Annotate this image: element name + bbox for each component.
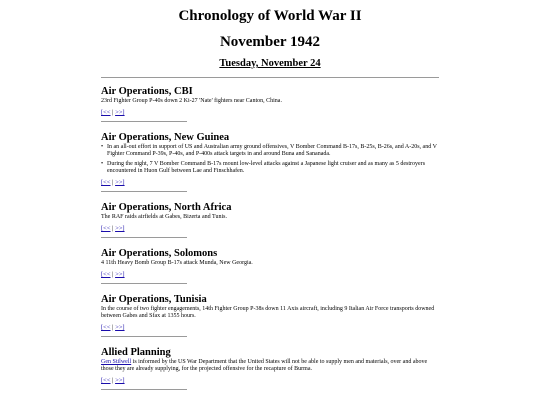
section-nav	[101, 225, 439, 233]
section-heading: Allied Planning	[101, 347, 171, 358]
nav-separator: |	[112, 377, 114, 384]
section-body: 4 11th Heavy Bomb Group B-17s attack Munda, New Georgia.	[101, 260, 253, 266]
section-heading: Air Operations, Tunisia	[101, 294, 207, 305]
nav-separator: |	[112, 109, 114, 116]
section-divider	[101, 237, 187, 238]
section-divider	[101, 191, 187, 192]
section-nav	[101, 324, 439, 332]
stilwell-link[interactable]: Gen Stilwell	[101, 359, 132, 365]
section-divider	[101, 336, 187, 337]
nav-separator: |	[112, 271, 114, 278]
prev-link[interactable]: [<<	[101, 324, 111, 331]
nav-separator: |	[112, 179, 114, 186]
top-divider	[101, 77, 439, 78]
section-heading: Air Operations, North Africa	[101, 202, 232, 213]
prev-link[interactable]: [<<	[101, 271, 111, 278]
prev-link[interactable]: [<<	[101, 109, 111, 116]
section-heading: Air Operations, New Guinea	[101, 132, 230, 143]
section-air-ops-cbi	[101, 86, 439, 122]
section-body: 23rd Fighter Group P-40s down 2 Ki-27 'Nate' fighters near Canton, China.	[101, 98, 282, 104]
next-link[interactable]: >>]	[115, 324, 125, 331]
section-body: In the course of two fighter engagements, 14th Fighter Group P-38s down 11 Axis aircraft, including 9 Italian Air Force transports downed between Gabes and Sfax at 1355 hours.	[101, 306, 435, 319]
prev-link[interactable]: [<<	[101, 377, 111, 384]
next-link[interactable]: >>]	[115, 109, 125, 116]
section-divider	[101, 283, 187, 284]
prev-link[interactable]: [<<	[101, 179, 111, 186]
list-item: • In an all-out effort in support of US and Australian army ground offensives, V Bomber Command B-17s, B-25s, B-26s, and A-20s, and V Fighter Command P-39s, P-40s, and P-400s attack targets in and around Buna and Sananada.	[101, 144, 439, 158]
section-allied-planning	[101, 347, 439, 390]
section-body-text: is informed by the US War Department that the United States will not be able to supply men and materials, over and above those they are already supplying, for the projected offensive for the recapture of Burma.	[101, 359, 428, 372]
section-divider	[101, 389, 187, 390]
section-body: The RAF raids airfields at Gabes, Bizerta and Tunis.	[101, 214, 227, 220]
section-heading: Air Operations, Solomons	[101, 248, 218, 259]
section-heading: Air Operations, CBI	[101, 86, 193, 97]
nav-separator: |	[112, 324, 114, 331]
section-air-ops-new-guinea	[101, 132, 439, 192]
date-heading: Tuesday, November 24	[219, 58, 321, 69]
next-link[interactable]: >>]	[115, 225, 125, 232]
next-link[interactable]: >>]	[115, 377, 125, 384]
nav-separator: |	[112, 225, 114, 232]
month-heading: November 1942	[219, 34, 321, 50]
section-nav	[101, 271, 439, 279]
next-link[interactable]: >>]	[115, 179, 125, 186]
prev-link[interactable]: [<<	[101, 225, 111, 232]
section-body	[101, 359, 439, 373]
section-air-ops-tunisia	[101, 294, 439, 337]
list-item: • During the night, 7 V Bomber Command B-17s mount low-level attacks against a Japanese light cruiser and as many as 5 destroyers encountered in Huon Gulf between Lae and Finschhafen.	[101, 161, 439, 175]
section-air-ops-solomons	[101, 248, 439, 284]
section-nav	[101, 377, 439, 385]
section-nav	[101, 179, 439, 187]
section-nav	[101, 109, 439, 117]
next-link[interactable]: >>]	[115, 271, 125, 278]
chronology-content	[101, 86, 439, 390]
page-title: Chronology of World War II	[178, 8, 362, 24]
section-air-ops-north-africa	[101, 202, 439, 238]
section-divider	[101, 121, 187, 122]
